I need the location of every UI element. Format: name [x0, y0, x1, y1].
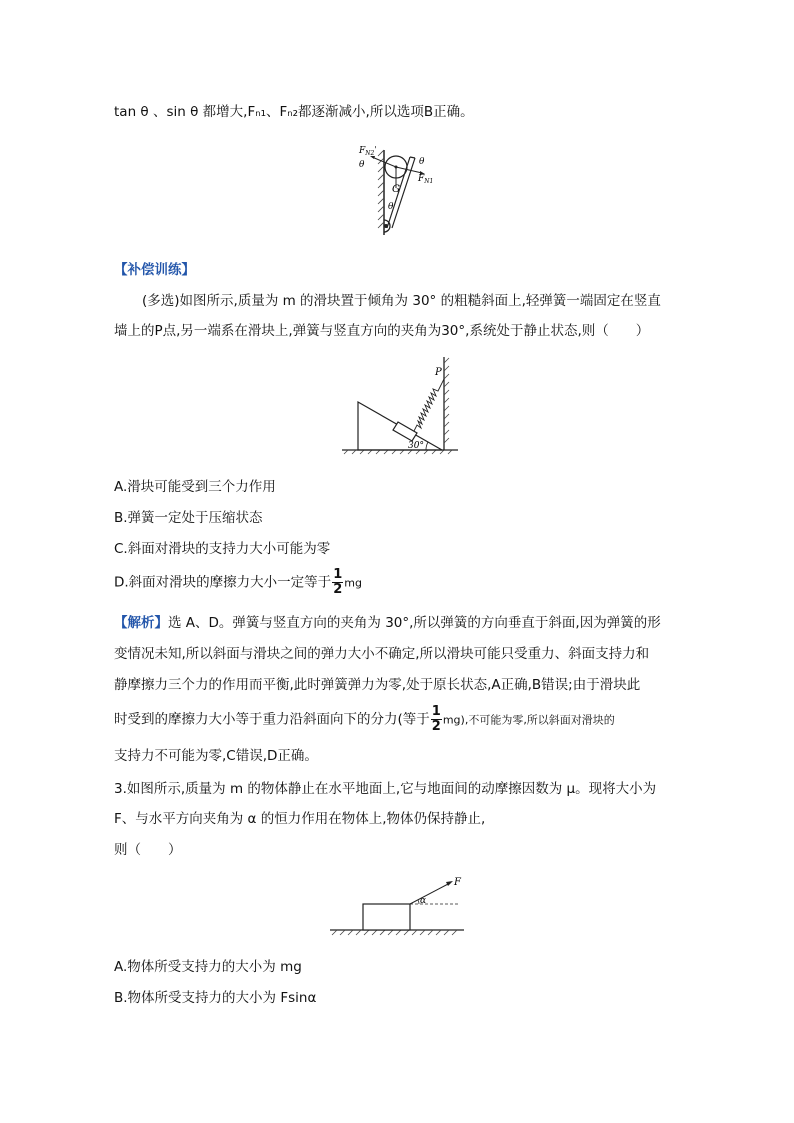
g-label: G [392, 184, 400, 195]
fn1-label: $F_{N1}$ [418, 174, 434, 185]
analysis-line-3: 静摩擦力三个力的作用而平衡,此时弹簧弹力为零,处于原长状态,A正确,B错误;由于滑块此 [114, 677, 641, 693]
figure-block-force [328, 873, 468, 938]
p-label: P [435, 367, 442, 378]
figure-ball-board [350, 140, 470, 240]
theta-label-1: θ [359, 160, 365, 170]
q2-line-1: (多选)如图所示,质量为 m 的滑块置于倾角为 30° 的粗糙斜面上,轻弹簧一端固定在竖直 [142, 293, 661, 309]
analysis-line-2: 变情况未知,所以斜面与滑块之间的弹力大小不确定,所以滑块可能只受重力、斜面支持力和 [114, 646, 650, 662]
theta-label-2: θ [419, 157, 425, 167]
analysis-line-5: 支持力不可能为零,C错误,D正确。 [114, 748, 318, 764]
q3-option-b: B.物体所受支持力的大小为 Fsinα [114, 990, 317, 1006]
q2-option-a: A.滑块可能受到三个力作用 [114, 479, 276, 495]
q3-line-1: 3.如图所示,质量为 m 的物体静止在水平地面上,它与地面间的动摩擦因数为 μ。现将大小为 [114, 781, 657, 797]
section-header: 【补偿训练】 [114, 262, 195, 278]
q3-line-3: 则（ ） [114, 842, 182, 858]
q2-option-b: B.弹簧一定处于压缩状态 [114, 510, 263, 526]
figure-incline-spring [340, 355, 470, 455]
q2-option-c: C.斜面对滑块的支持力大小可能为零 [114, 541, 331, 557]
f-label: F [454, 877, 461, 888]
q2-line-2: 墙上的P点,另一端系在滑块上,弹簧与竖直方向的夹角为30°,系统处于静止状态,则（ ） [114, 323, 650, 339]
theta-label-3: θ [388, 202, 394, 212]
q2-option-d: D.斜面对滑块的摩擦力大小一定等于 $\frac{1}{2}$ mg [114, 567, 362, 597]
fraction-half-2: $\frac{1}{2}$ [431, 704, 441, 734]
q3-line-2: F、与水平方向夹角为 α 的恒力作用在物体上,物体仍保持静止, [114, 811, 486, 827]
alpha-label: α [420, 896, 427, 906]
top-line: tan θ 、sin θ 都增大,Fₙ₁、Fₙ₂都逐渐减小,所以选项B正确。 [114, 104, 474, 120]
q3-option-a: A.物体所受支持力的大小为 mg [114, 959, 302, 975]
analysis-line-4: 时受到的摩擦力大小等于重力沿斜面向下的分力(等于 $\frac{1}{2}$ mg),不可能为零,所以斜面对滑块的 [114, 704, 615, 734]
fn2-label: $F_{N2}'$ [359, 145, 377, 157]
fraction-half: $\frac{1}{2}$ [333, 567, 343, 597]
analysis-line-1: 【解析】选 A、D。弹簧与竖直方向的夹角为 30°,所以弹簧的方向垂直于斜面,因为弹簧的形 [114, 615, 661, 631]
angle-label: 30° [408, 441, 424, 451]
